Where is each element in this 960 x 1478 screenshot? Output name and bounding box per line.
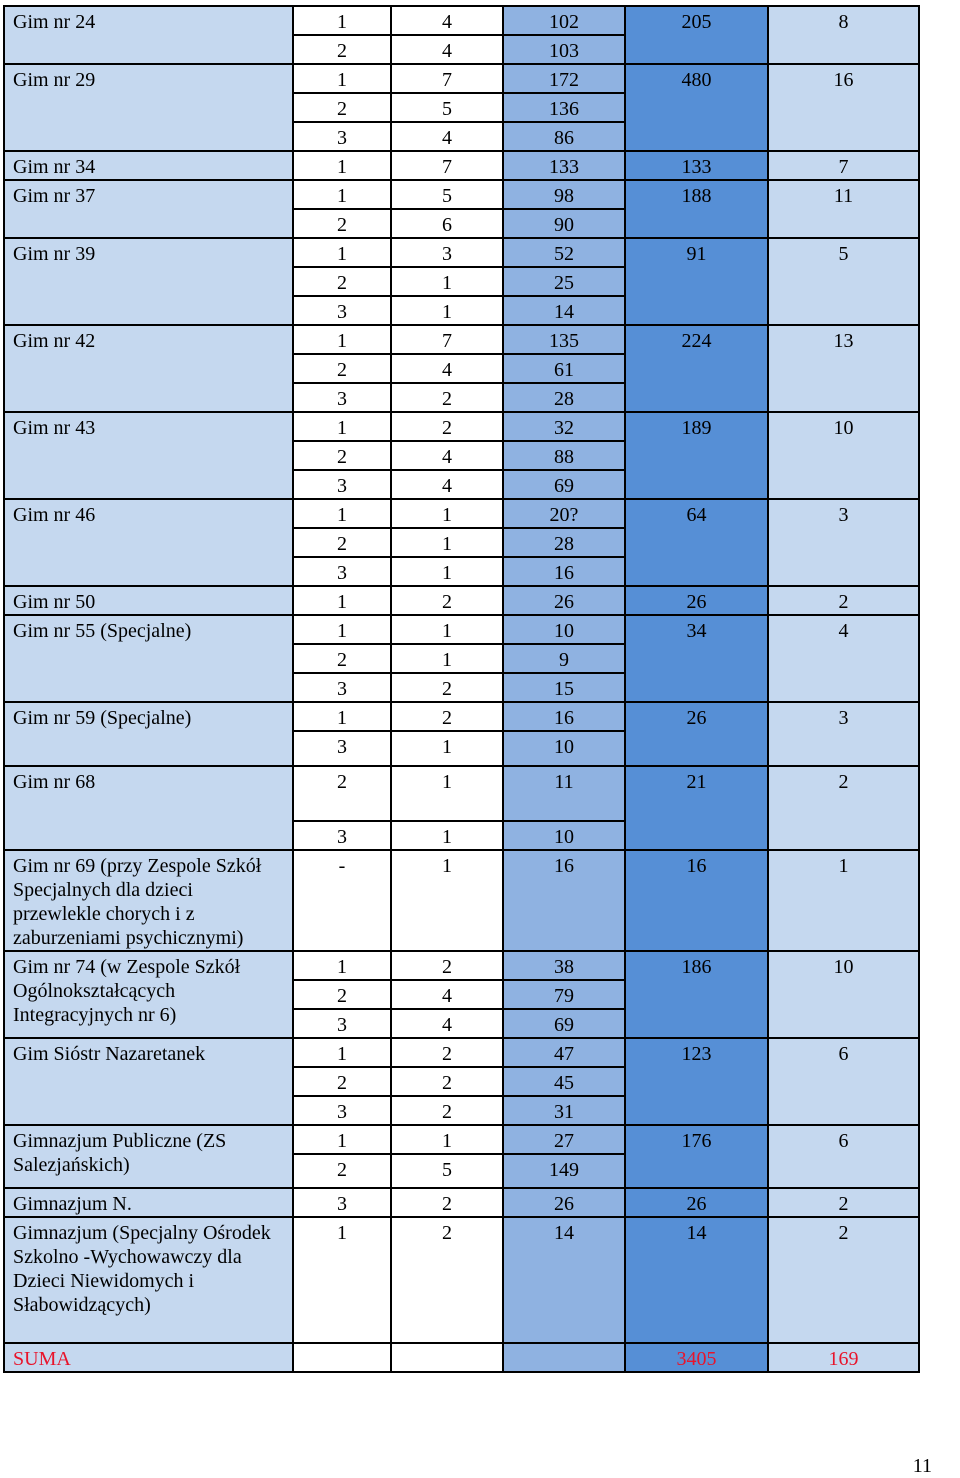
table-row [4,615,919,644]
table-row [4,1217,919,1343]
class-level-cell: 2 [293,528,391,557]
class-level-cell: - [293,850,391,951]
school-name: Gim nr 55 (Specjalne) [4,615,293,702]
students-cell: 102 [503,6,625,35]
class-level-cell: 2 [293,644,391,673]
class-level-cell: 2 [293,93,391,122]
students-cell: 86 [503,122,625,151]
total-branches-cell: 7 [768,151,919,180]
class-level-cell: 1 [293,180,391,209]
class-level-cell: 2 [293,209,391,238]
branches-cell: 2 [391,1067,503,1096]
school-name: Gim nr 74 (w Zespole Szkół Ogólnokształcących Integracyjnych nr 6) [4,951,293,1038]
total-students-cell: 186 [625,951,768,1038]
school-name: Gim nr 29 [4,64,293,151]
class-level-cell: 1 [293,951,391,980]
students-cell: 38 [503,951,625,980]
students-cell: 79 [503,980,625,1009]
students-cell: 32 [503,412,625,441]
total-branches-cell: 11 [768,180,919,238]
students-cell: 11 [503,766,625,821]
total-students-cell: 133 [625,151,768,180]
class-level-cell: 1 [293,64,391,93]
branches-cell: 1 [391,850,503,951]
branches-cell: 4 [391,441,503,470]
students-cell: 47 [503,1038,625,1067]
table-row [4,499,919,528]
students-cell: 27 [503,1125,625,1154]
total-branches-cell: 3 [768,702,919,766]
branches-cell: 7 [391,151,503,180]
branches-cell: 4 [391,470,503,499]
total-students-cell: 26 [625,586,768,615]
school-name: Gim nr 69 (przy Zespole Szkół Specjalnych dla dzieci przewlekle chorych i z zaburzeniami psychicznymi) [4,850,293,951]
branches-cell: 1 [391,644,503,673]
branches-cell: 1 [391,731,503,766]
school-name: Gim nr 59 (Specjalne) [4,702,293,766]
branches-cell: 7 [391,64,503,93]
students-cell: 69 [503,470,625,499]
students-cell: 16 [503,702,625,731]
class-level-cell: 1 [293,586,391,615]
students-cell: 14 [503,1217,625,1343]
students-cell: 26 [503,1188,625,1217]
grand-total-students: 3405 [625,1343,768,1372]
class-level-cell: 3 [293,383,391,412]
class-level-cell: 1 [293,238,391,267]
empty-cell [391,1343,503,1372]
total-students-cell: 16 [625,850,768,951]
school-name: Gimnazjum N. [4,1188,293,1217]
school-name: Gim nr 24 [4,6,293,64]
grand-total-branches: 169 [768,1343,919,1372]
students-cell: 28 [503,528,625,557]
class-level-cell: 1 [293,6,391,35]
students-cell: 88 [503,441,625,470]
class-level-cell: 3 [293,731,391,766]
total-branches-cell: 2 [768,1188,919,1217]
students-cell: 10 [503,731,625,766]
branches-cell: 2 [391,1038,503,1067]
class-level-cell: 3 [293,470,391,499]
total-branches-cell: 2 [768,1217,919,1343]
total-branches-cell: 16 [768,64,919,151]
students-cell: 31 [503,1096,625,1125]
class-level-cell: 2 [293,980,391,1009]
students-cell: 16 [503,850,625,951]
students-cell: 28 [503,383,625,412]
total-branches-cell: 1 [768,850,919,951]
class-level-cell: 1 [293,325,391,354]
students-cell: 20? [503,499,625,528]
total-branches-cell: 10 [768,951,919,1038]
students-cell: 69 [503,1009,625,1038]
class-level-cell: 1 [293,499,391,528]
class-level-cell: 3 [293,557,391,586]
students-cell: 52 [503,238,625,267]
students-cell: 45 [503,1067,625,1096]
class-level-cell: 1 [293,615,391,644]
branches-cell: 2 [391,702,503,731]
branches-cell: 1 [391,296,503,325]
total-students-cell: 176 [625,1125,768,1188]
class-level-cell: 2 [293,1067,391,1096]
branches-cell: 1 [391,528,503,557]
total-students-cell: 224 [625,325,768,412]
table-body [4,6,919,1372]
students-cell: 26 [503,586,625,615]
class-level-cell: 1 [293,1217,391,1343]
table-row [4,325,919,354]
table-row [4,151,919,180]
branches-cell: 4 [391,6,503,35]
total-students-cell: 205 [625,6,768,64]
branches-cell: 2 [391,1096,503,1125]
branches-cell: 4 [391,122,503,151]
total-branches-cell: 8 [768,6,919,64]
branches-cell: 6 [391,209,503,238]
schools-table [3,5,920,1373]
total-students-cell: 64 [625,499,768,586]
branches-cell: 2 [391,951,503,980]
students-cell: 90 [503,209,625,238]
branches-cell: 4 [391,35,503,64]
students-cell: 10 [503,821,625,850]
branches-cell: 2 [391,1188,503,1217]
total-branches-cell: 5 [768,238,919,325]
branches-cell: 2 [391,1217,503,1343]
total-label: SUMA [4,1343,293,1372]
total-branches-cell: 2 [768,586,919,615]
class-level-cell: 2 [293,1154,391,1188]
school-name: Gimnazjum (Specjalny Ośrodek Szkolno -Wychowawczy dla Dzieci Niewidomych i Słabowidzących) [4,1217,293,1343]
table-row [4,238,919,267]
class-level-cell: 3 [293,821,391,850]
students-cell: 172 [503,64,625,93]
students-cell: 25 [503,267,625,296]
school-name: Gim nr 50 [4,586,293,615]
total-branches-cell: 6 [768,1038,919,1125]
table-row [4,180,919,209]
class-level-cell: 1 [293,412,391,441]
class-level-cell: 1 [293,1125,391,1154]
total-students-cell: 480 [625,64,768,151]
branches-cell: 1 [391,557,503,586]
total-branches-cell: 13 [768,325,919,412]
branches-cell: 1 [391,499,503,528]
table-row [4,6,919,35]
branches-cell: 1 [391,615,503,644]
empty-cell [293,1343,391,1372]
total-students-cell: 123 [625,1038,768,1125]
students-cell: 133 [503,151,625,180]
class-level-cell: 3 [293,122,391,151]
page-number: 11 [912,1455,932,1477]
school-name: Gim nr 68 [4,766,293,850]
total-students-cell: 26 [625,702,768,766]
total-students-cell: 21 [625,766,768,850]
total-row [4,1343,919,1372]
class-level-cell: 3 [293,1096,391,1125]
students-cell: 15 [503,673,625,702]
branches-cell: 5 [391,93,503,122]
class-level-cell: 2 [293,267,391,296]
students-cell: 61 [503,354,625,383]
students-cell: 9 [503,644,625,673]
school-name: Gim nr 43 [4,412,293,499]
branches-cell: 4 [391,980,503,1009]
branches-cell: 2 [391,673,503,702]
total-students-cell: 188 [625,180,768,238]
branches-cell: 2 [391,383,503,412]
total-students-cell: 34 [625,615,768,702]
table-row [4,1125,919,1154]
branches-cell: 7 [391,325,503,354]
total-students-cell: 91 [625,238,768,325]
table-row [4,850,919,951]
table-row [4,951,919,980]
students-cell: 16 [503,557,625,586]
total-students-cell: 189 [625,412,768,499]
branches-cell: 1 [391,766,503,821]
class-level-cell: 1 [293,702,391,731]
class-level-cell: 3 [293,1188,391,1217]
table-row [4,1188,919,1217]
school-name: Gim nr 39 [4,238,293,325]
total-branches-cell: 3 [768,499,919,586]
school-name: Gimnazjum Publiczne (ZS Salezjańskich) [4,1125,293,1188]
class-level-cell: 3 [293,296,391,325]
branches-cell: 4 [391,354,503,383]
school-name: Gim nr 37 [4,180,293,238]
total-branches-cell: 4 [768,615,919,702]
branches-cell: 5 [391,1154,503,1188]
class-level-cell: 1 [293,1038,391,1067]
total-students-cell: 14 [625,1217,768,1343]
school-name: Gim nr 34 [4,151,293,180]
students-cell: 10 [503,615,625,644]
students-cell: 149 [503,1154,625,1188]
students-cell: 136 [503,93,625,122]
students-cell: 98 [503,180,625,209]
branches-cell: 3 [391,238,503,267]
students-cell: 135 [503,325,625,354]
class-level-cell: 2 [293,354,391,383]
branches-cell: 4 [391,1009,503,1038]
total-students-cell: 26 [625,1188,768,1217]
total-branches-cell: 6 [768,1125,919,1188]
class-level-cell: 2 [293,35,391,64]
branches-cell: 2 [391,412,503,441]
class-level-cell: 3 [293,673,391,702]
class-level-cell: 2 [293,766,391,821]
students-cell: 103 [503,35,625,64]
branches-cell: 1 [391,267,503,296]
students-cell: 14 [503,296,625,325]
table-row [4,64,919,93]
branches-cell: 1 [391,821,503,850]
class-level-cell: 3 [293,1009,391,1038]
table-row [4,766,919,821]
school-name: Gim Sióstr Nazaretanek [4,1038,293,1125]
total-branches-cell: 10 [768,412,919,499]
school-name: Gim nr 46 [4,499,293,586]
class-level-cell: 1 [293,151,391,180]
table-row [4,702,919,731]
school-name: Gim nr 42 [4,325,293,412]
table-row [4,412,919,441]
table-row [4,1038,919,1067]
table-row [4,586,919,615]
branches-cell: 5 [391,180,503,209]
branches-cell: 2 [391,586,503,615]
branches-cell: 1 [391,1125,503,1154]
empty-cell [503,1343,625,1372]
total-branches-cell: 2 [768,766,919,850]
class-level-cell: 2 [293,441,391,470]
